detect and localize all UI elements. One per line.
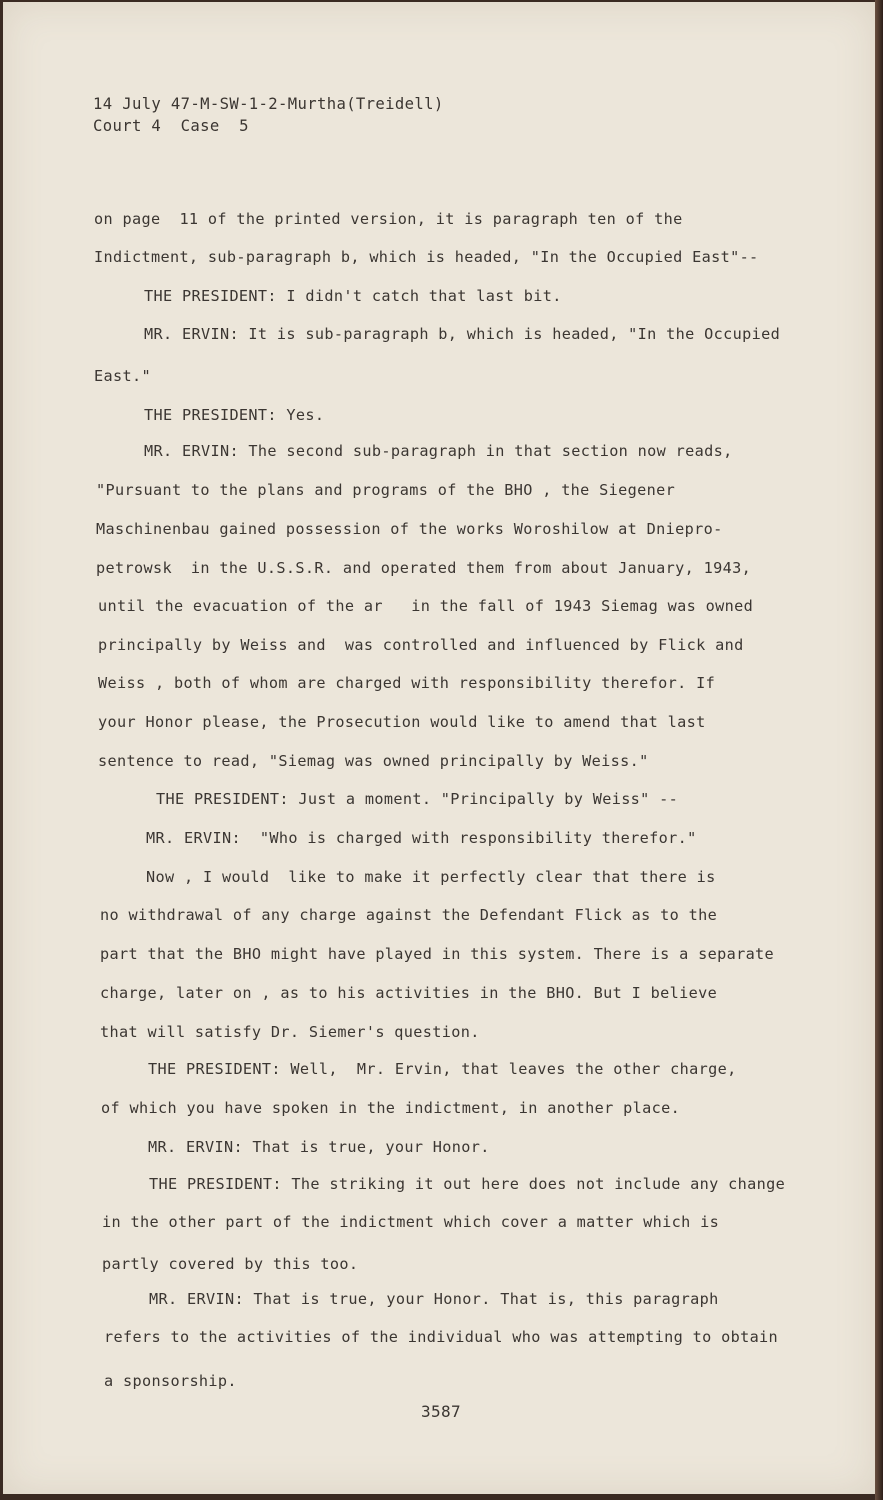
text-line: on page 11 of the printed version, it is paragraph ten of the (94, 210, 683, 228)
page-edge-shadow (875, 0, 883, 1500)
text-line: "Pursuant to the plans and programs of the BHO , the Siegener (96, 481, 676, 499)
text-line: no withdrawal of any charge against the Defendant Flick as to the (100, 906, 718, 924)
text-line: partly covered by this too. (102, 1255, 359, 1273)
text-line: in the other part of the indictment which cover a matter which is (102, 1213, 720, 1231)
text-line: Maschinenbau gained possession of the works Woroshilow at Dniepro- (96, 520, 723, 538)
text-line: your Honor please, the Prosecution would like to amend that last (98, 713, 706, 731)
text-line: MR. ERVIN: That is true, your Honor. That is, this paragraph (149, 1290, 719, 1308)
header-line-2: Court 4 Case 5 (93, 117, 249, 135)
text-line: Indictment, sub-paragraph b, which is headed, "In the Occupied East"-- (94, 248, 759, 266)
text-line: MR. ERVIN: "Who is charged with responsibility therefor." (146, 829, 697, 847)
text-line: MR. ERVIN: The second sub-paragraph in that section now reads, (144, 442, 733, 460)
text-line: refers to the activities of the individual who was attempting to obtain (104, 1328, 779, 1346)
text-line: petrowsk in the U.S.S.R. and operated them from about January, 1943, (96, 559, 752, 577)
text-line: THE PRESIDENT: Yes. (144, 406, 325, 424)
text-line: sentence to read, "Siemag was owned principally by Weiss." (98, 752, 649, 770)
text-line: THE PRESIDENT: The striking it out here does not include any change (149, 1175, 786, 1193)
text-line: until the evacuation of the ar in the fall of 1943 Siemag was owned (98, 597, 754, 615)
text-line: Now , I would like to make it perfectly clear that there is (146, 868, 716, 886)
text-line: that will satisfy Dr. Siemer's question. (100, 1023, 480, 1041)
text-line: principally by Weiss and was controlled and influenced by Flick and (98, 636, 744, 654)
text-line: a sponsorship. (104, 1372, 237, 1390)
text-line: East." (94, 367, 151, 385)
text-line: THE PRESIDENT: Just a moment. "Principally by Weiss" -- (156, 790, 679, 808)
text-line: part that the BHO might have played in this system. There is a separate (100, 945, 775, 963)
document-page (3, 2, 875, 1494)
text-line: MR. ERVIN: That is true, your Honor. (148, 1138, 490, 1156)
text-line: Weiss , both of whom are charged with responsibility therefor. If (98, 674, 716, 692)
text-line: THE PRESIDENT: I didn't catch that last bit. (144, 287, 562, 305)
text-line: THE PRESIDENT: Well, Mr. Ervin, that leaves the other charge, (148, 1060, 737, 1078)
text-line: MR. ERVIN: It is sub-paragraph b, which is headed, "In the Occupied (144, 325, 781, 343)
text-line: charge, later on , as to his activities in the BHO. But I believe (100, 984, 718, 1002)
header-line-1: 14 July 47-M-SW-1-2-Murtha(Treidell) (93, 95, 444, 113)
text-line: of which you have spoken in the indictment, in another place. (101, 1099, 681, 1117)
page-number: 3587 (421, 1402, 461, 1421)
